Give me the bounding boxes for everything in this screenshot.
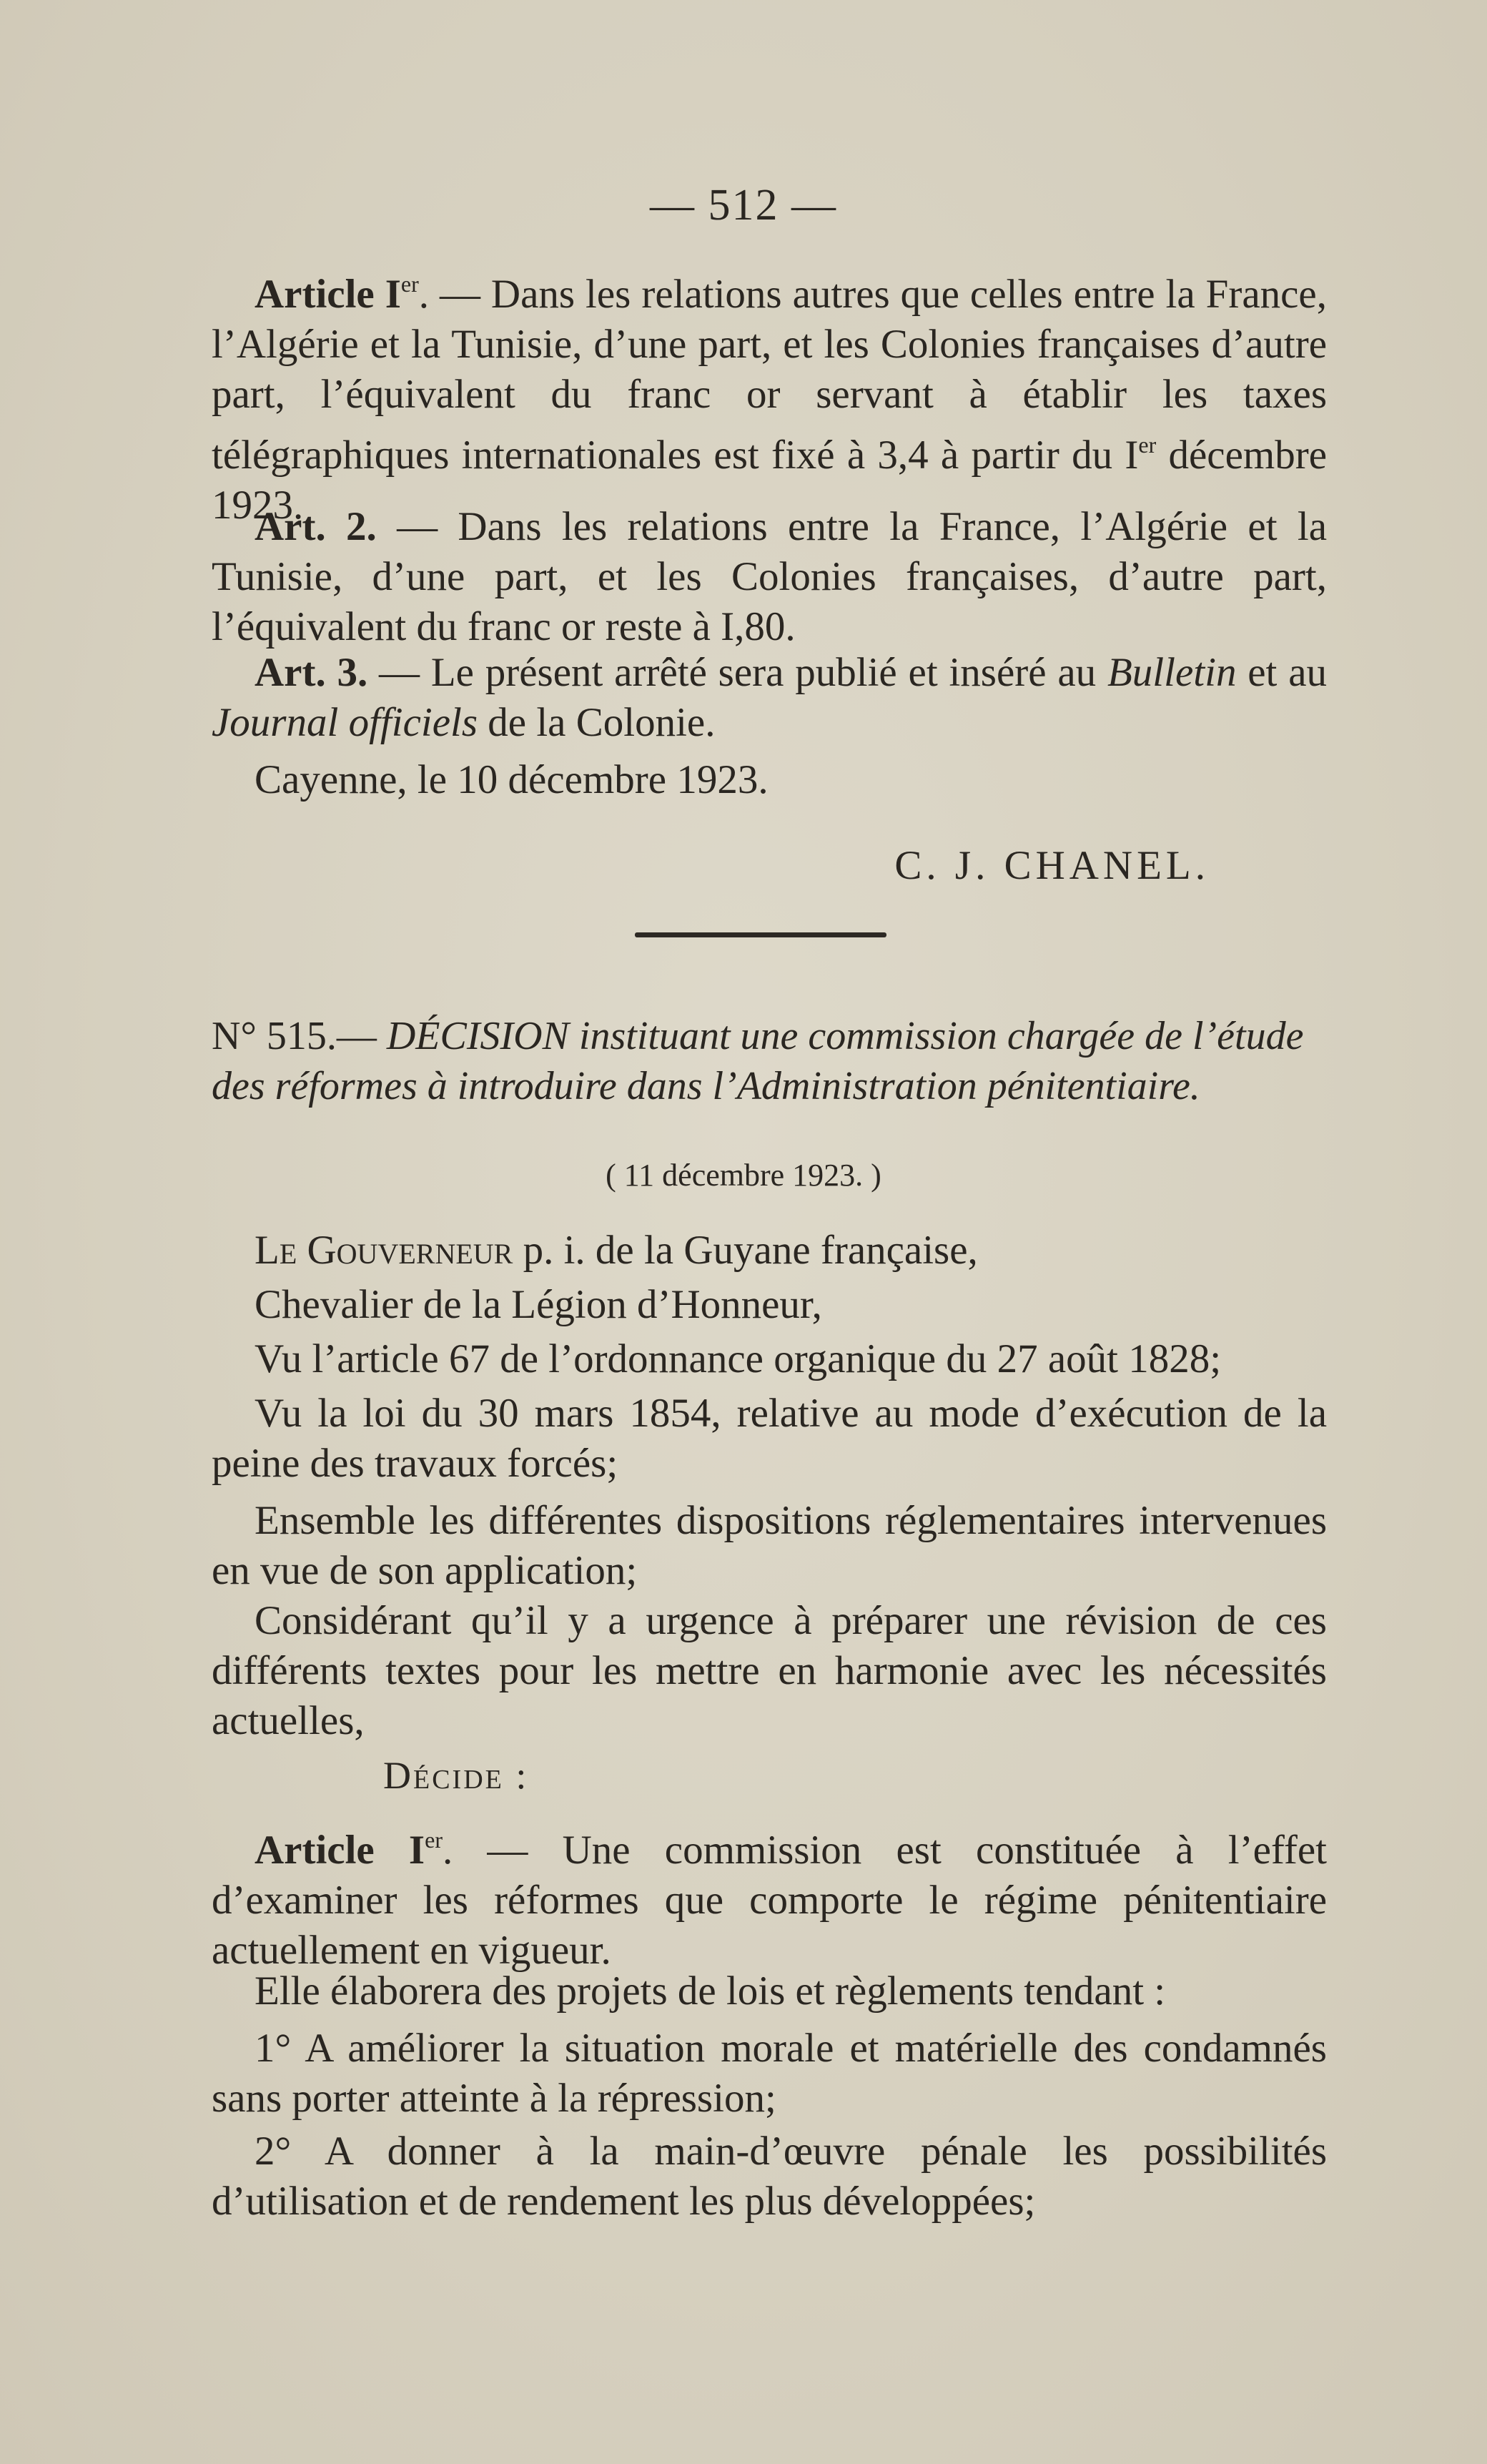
chevalier-line: Chevalier de la Légion d’Honneur, <box>255 1282 822 1327</box>
vu-article-67: Vu l’article 67 de l’ordonnance organique du 27 août 1828; <box>255 1336 1222 1381</box>
arrete-article-1: Article Ier. — Dans les relations autres que celles entre la France, l’Algérie et la Tunisie, d’une part, et les Colonies françaises d’autre part, l’équivalent du franc or servant à établir les taxes télégraphiques internationales est fixé à 3,4 à partir du Ier décembre 1923. <box>212 271 1327 528</box>
list-item-2: 2° A donner à la main-d’œuvre pénale les possibilités d’utilisation et de rendement les plus développées; <box>212 2129 1327 2224</box>
ensemble-paragraph: Ensemble les différentes dispositions réglementaires intervenues en vue de son application; <box>212 1498 1327 1593</box>
article-1-lead: Article I <box>255 272 401 317</box>
article-1-text: . — Dans les relations autres que celles entre la France, l’Algérie et la Tunisie, d’une part, et les Colonies françaises d’autre part, l’équivalent du franc or servant à établir les taxes télégraphiques internationales est fixé à 3,4 à partir du I <box>212 272 1327 478</box>
decision-article-1-lead: Article I <box>255 1828 425 1873</box>
article-2-lead: Art. 2. <box>255 504 377 549</box>
elle-elaborera: Elle élaborera des projets de lois et règlements tendant : <box>255 1968 1166 2014</box>
list-item-1: 1° A améliorer la situation morale et matérielle des condamnés sans porter atteinte à la répression; <box>212 2026 1327 2121</box>
article-2-text: — Dans les relations entre la France, l’Algérie et la Tunisie, d’une part, et les Colonies françaises, d’autre part, l’équivalent du franc or reste à I,80. <box>212 504 1327 649</box>
bulletin-italic: Bulletin <box>1107 650 1237 695</box>
arrete-article-3: Art. 3. — Le présent arrêté sera publié et inséré au Bulletin et au Journal officiels de la Colonie. <box>212 650 1327 745</box>
decide-heading: Décide : <box>383 1754 529 1797</box>
place-date: Cayenne, le 10 décembre 1923. <box>255 757 769 802</box>
decision-number: N° 515.— <box>212 1014 377 1058</box>
decision-article-1: Article Ier. — Une commission est constituée à l’effet d’examiner les réformes que comporte le régime pénitentiaire actuellement en vigueur. <box>212 1827 1327 1973</box>
signature: C. J. CHANEL. <box>894 843 1210 888</box>
decision-article-1-text: . — Une commission est constituée à l’effet d’examiner les réformes que comporte le régime pénitentiaire actuellement en vigueur. <box>212 1828 1327 1973</box>
article-3-lead: Art. 3. <box>255 650 368 695</box>
journal-italic: Journal officiels <box>212 700 478 745</box>
decision-title: DÉCISION instituant une commission chargée de l’étude des réformes à introduire dans l’Administration pénitentiaire. <box>212 1014 1304 1108</box>
arrete-article-2 <box>212 502 1327 652</box>
decision-date: ( 11 décembre 1923. ) <box>606 1158 881 1193</box>
governor-title: Le Gouverneur <box>255 1228 513 1273</box>
governor-line: Le Gouverneur p. i. de la Guyane française, <box>255 1228 978 1273</box>
decision-heading <box>212 1011 1327 1111</box>
vu-loi-1854: Vu la loi du 30 mars 1854, relative au mode d’exécution de la peine des travaux forcés; <box>212 1391 1327 1486</box>
page-number: — 512 — <box>650 181 837 230</box>
section-divider <box>635 932 886 937</box>
considerant-paragraph: Considérant qu’il y a urgence à préparer une révision de ces différents textes pour les mettre en harmonie avec les nécessités actuelles, <box>212 1598 1327 1743</box>
